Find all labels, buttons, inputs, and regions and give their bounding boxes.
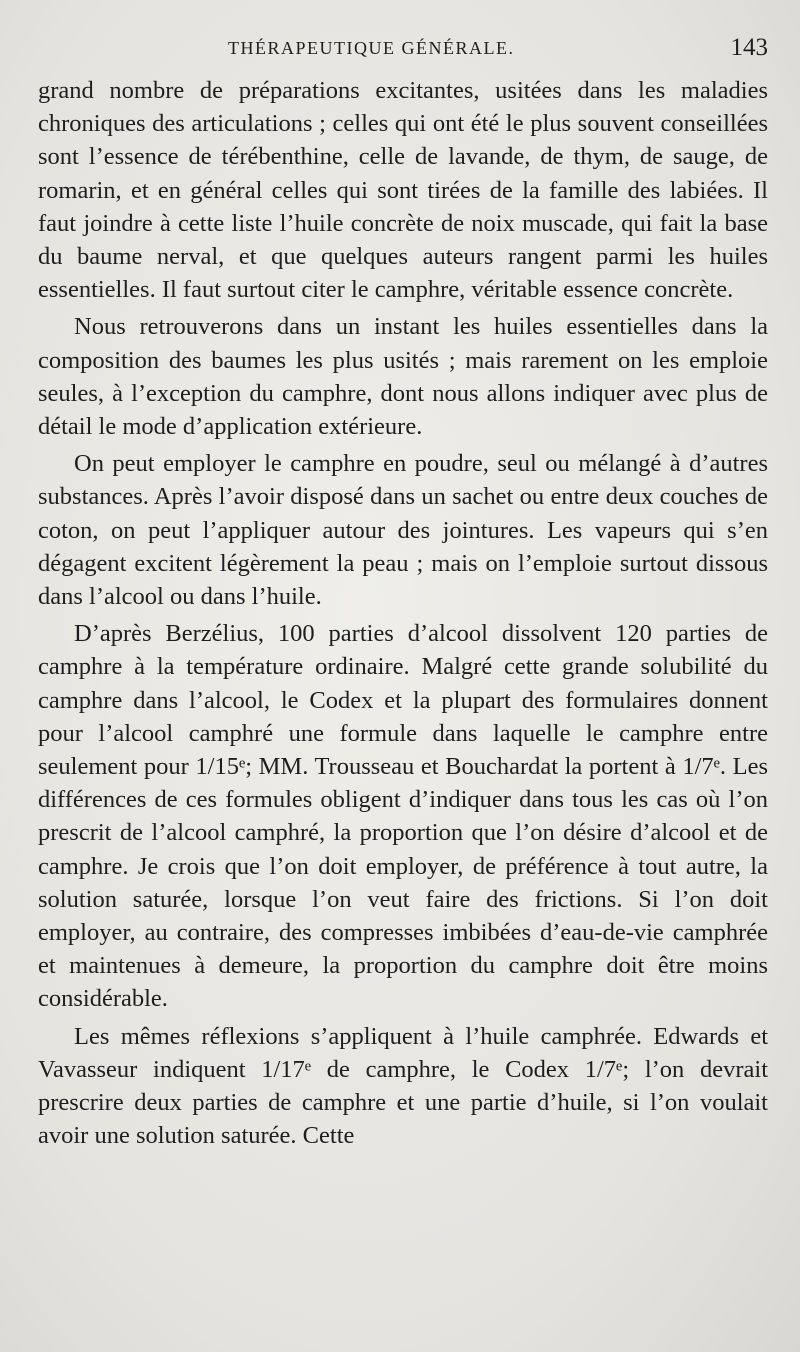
running-head <box>38 34 768 74</box>
paragraph-essential-oils: Nous retrouverons dans un instant les huiles essentielles dans la composition des baumes les plus usités ; mais rarement on les emploie seules, à l’exception du camphre, dont nous allons indiquer avec plus de détail le mode d’application extérieure. <box>38 313 768 441</box>
paragraph-camphor-oil: Les mêmes réflexions s’appliquent à l’huile camphrée. Edwards et Vavasseur indiquent 1/17ᵉ de camphre, le Codex 1/7ᵉ; l’on devrait prescrire deux parties de camphre et une partie d’huile, si l’on voulait avoir une solution saturée. Cette <box>38 1022 768 1150</box>
body-text <box>38 74 768 1153</box>
paragraph-camphor-powder: On peut employer le camphre en poudre, seul ou mélangé à d’autres substances. Après l’avoir disposé dans un sachet ou entre deux couches de coton, on peut l’appliquer autour des jointures. Les vapeurs qui s’en dégagent excitent légèrement la peau ; mais on l’emploie surtout dissous dans l’alcool ou dans l’huile. <box>38 450 768 611</box>
page-number: 143 <box>730 34 768 61</box>
paragraph-camphor-alcohol: D’après Berzélius, 100 parties d’alcool dissolvent 120 parties de camphre à la température ordinaire. Malgré cette grande solubilité du camphre dans l’alcool, le Codex et la plupart des formulaires donnent pour l’alcool camphré une formule dans laquelle le camphre entre seulement pour 1/15ᵉ; MM. Trousseau et Bouchardat la portent à 1/7ᵉ. Les différences de ces formules obligent d’indiquer dans tous les cas où l’on prescrit de l’alcool camphré, la proportion que l’on désire d’alcool et de camphre. Je crois que l’on doit employer, de préférence à tout autre, la solution saturée, lorsque l’on veut faire des frictions. Si l’on doit employer, au contraire, des compresses imbibées d’eau-de-vie camphrée et maintenues à demeure, la proportion du camphre doit être moins considérable. <box>38 620 768 1013</box>
running-title: THÉRAPEUTIQUE GÉNÉRALE. <box>228 38 515 58</box>
paragraph-continued: grand nombre de préparations excitantes, usitées dans les maladies chroniques des articulations ; celles qui ont été le plus souvent conseillées sont l’essence de térébenthine, celle de lavande, de thym, de sauge, de romarin, et en général celles qui sont tirées de la famille des labiées. Il faut joindre à cette liste l’huile concrète de noix muscade, qui fait la base du baume nerval, et que quelques auteurs rangent parmi les huiles essentielles. Il faut surtout citer le camphre, véritable essence concrète. <box>38 77 768 304</box>
